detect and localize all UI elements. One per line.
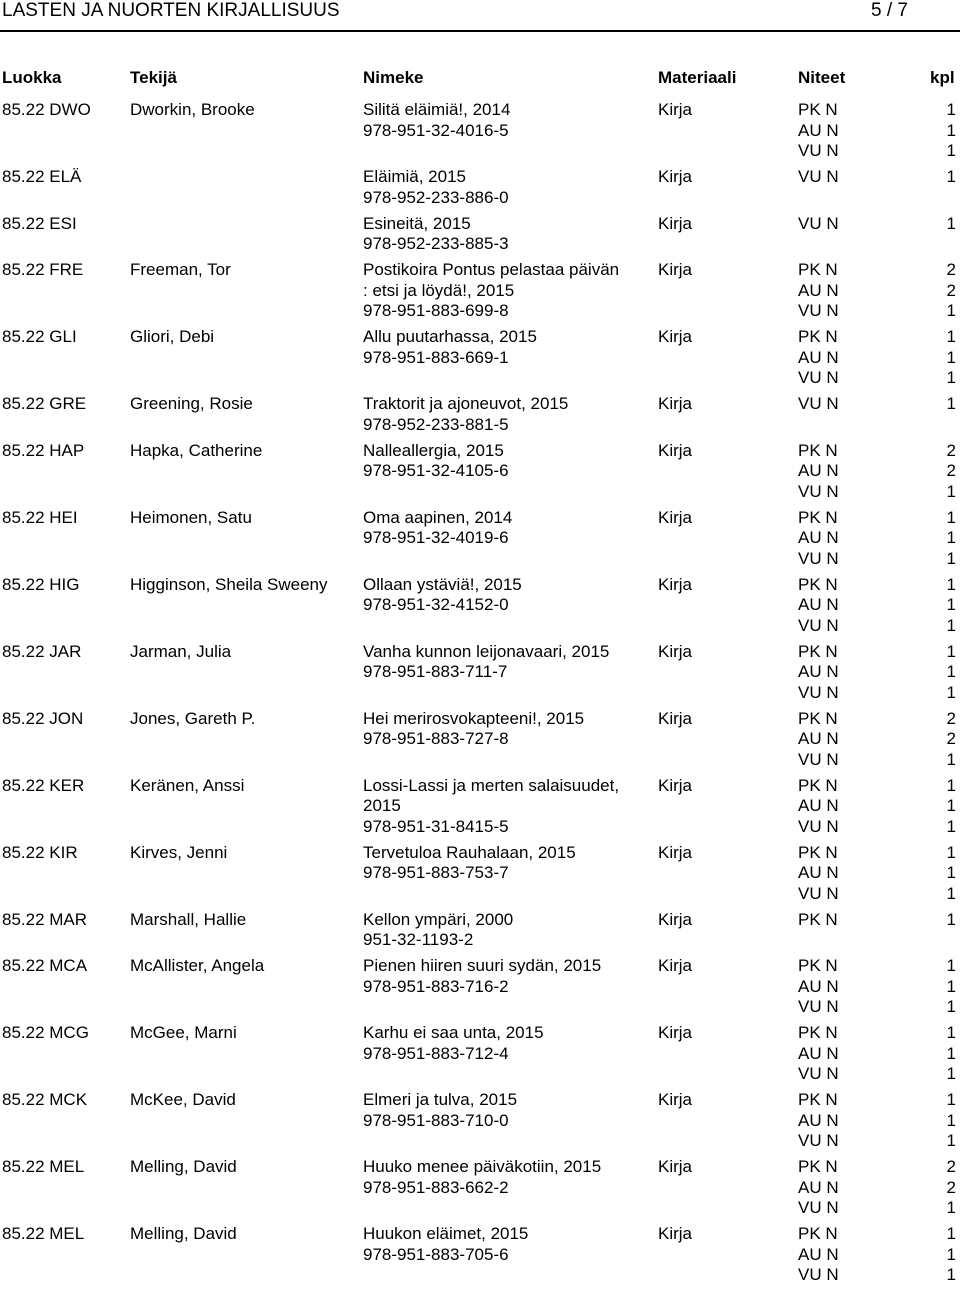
cell-nimeke-line: Ollaan ystäviä!, 2015: [363, 574, 522, 594]
cell-niteet-line: PK N: [798, 641, 838, 661]
cell-kpl-line: 1: [946, 909, 956, 929]
cell-nimeke-line: Lossi-Lassi ja merten salaisuudet,: [363, 775, 620, 795]
cell-niteet-line: AU N: [798, 120, 839, 140]
cell-nimeke-line: Vanha kunnon leijonavaari, 2015: [363, 641, 610, 661]
column-header-nimeke: Nimeke: [363, 68, 424, 87]
cell-niteet: [798, 910, 838, 931]
cell-kpl-line: 1: [946, 368, 956, 387]
cell-niteet: [798, 260, 839, 322]
cell-nimeke: [363, 1090, 648, 1131]
cell-niteet-line: PK N: [798, 956, 838, 975]
cell-tekija: Higginson, Sheila Sweeny: [130, 574, 328, 594]
page-title: LASTEN JA NUORTEN KIRJALLISUUS: [2, 0, 340, 21]
cell-niteet-line: VU N: [798, 141, 839, 160]
cell-nimeke: [363, 843, 648, 884]
cell-tekija: Freeman, Tor: [130, 260, 231, 279]
cell-luokka: 85.22 JAR: [2, 641, 82, 661]
cell-materiaali: Kirja: [658, 641, 693, 661]
cell-kpl-line: 1: [946, 956, 956, 975]
cell-kpl-line: 1: [946, 883, 956, 903]
cell-nimeke: [363, 709, 648, 750]
cell-nimeke-line: Esineitä, 2015: [363, 213, 471, 233]
cell-niteet-line: PK N: [798, 574, 838, 594]
cell-niteet-line: PK N: [798, 1023, 838, 1042]
cell-kpl-line: 1: [946, 213, 956, 233]
cell-nimeke-line: Kellon ympäri, 2000: [363, 909, 514, 929]
cell-niteet-line: AU N: [798, 662, 839, 681]
cell-kpl-line: 2: [946, 440, 956, 460]
cell-niteet-line: AU N: [798, 1177, 839, 1197]
cell-luokka: 85.22 MAR: [2, 909, 88, 929]
cell-niteet-line: AU N: [798, 1110, 839, 1130]
cell-kpl-line: 1: [946, 863, 956, 882]
cell-nimeke: [363, 776, 648, 838]
cell-kpl: [930, 1224, 956, 1286]
cell-tekija: Hapka, Catherine: [130, 440, 263, 460]
cell-niteet: [798, 843, 839, 905]
cell-materiaali: Kirja: [658, 213, 693, 233]
cell-kpl-line: 2: [946, 1157, 956, 1176]
cell-kpl-line: 1: [946, 141, 956, 160]
cell-nimeke-line: Traktorit ja ajoneuvot, 2015: [363, 394, 569, 413]
cell-kpl-line: 1: [946, 976, 956, 996]
cell-kpl: [930, 508, 956, 570]
cell-nimeke-line: Huuko menee päiväkotiin, 2015: [363, 1157, 602, 1176]
cell-kpl-line: 1: [946, 775, 956, 795]
cell-kpl-line: 1: [946, 682, 956, 702]
cell-nimeke: [363, 508, 648, 549]
cell-tekija: Gliori, Debi: [130, 327, 215, 346]
cell-kpl-line: 2: [946, 280, 956, 300]
cell-kpl: [930, 214, 956, 235]
cell-kpl: [930, 776, 956, 838]
cell-materiaali: Kirja: [658, 100, 693, 119]
cell-kpl: [930, 910, 956, 931]
cell-niteet-line: VU N: [798, 394, 839, 413]
cell-nimeke: [363, 441, 648, 482]
cell-kpl-line: 2: [946, 1177, 956, 1197]
cell-kpl-line: 1: [946, 997, 956, 1016]
cell-niteet-line: PK N: [798, 100, 838, 119]
cell-nimeke-line: Karhu ei saa unta, 2015: [363, 1023, 544, 1042]
cell-kpl-line: 1: [946, 481, 956, 501]
cell-kpl-line: 1: [946, 1043, 956, 1063]
cell-kpl-line: 1: [946, 301, 956, 320]
cell-nimeke-line: Eläimiä, 2015: [363, 167, 467, 186]
cell-luokka: 85.22 FRE: [2, 260, 84, 279]
cell-kpl-line: 1: [946, 595, 956, 614]
cell-niteet-line: AU N: [798, 528, 839, 547]
cell-kpl-line: 1: [946, 100, 956, 119]
cell-luokka: 85.22 MEL: [2, 1157, 85, 1176]
column-header-niteet: Niteet: [798, 68, 846, 87]
cell-niteet: [798, 327, 839, 389]
cell-kpl-line: 1: [946, 1224, 956, 1243]
cell-luokka: 85.22 DWO: [2, 100, 91, 119]
cell-nimeke-line: Postikoira Pontus pelastaa päivän: [363, 260, 620, 279]
cell-kpl-line: 1: [946, 1064, 956, 1083]
cell-nimeke-line: 978-952-233-886-0: [363, 187, 509, 207]
cell-nimeke-line: Huukon eläimet, 2015: [363, 1224, 529, 1243]
cell-niteet-line: VU N: [798, 682, 839, 702]
cell-niteet: [798, 956, 839, 1018]
cell-niteet-line: VU N: [798, 749, 839, 769]
cell-niteet-line: PK N: [798, 775, 838, 795]
cell-niteet: [798, 709, 839, 771]
cell-kpl-line: 1: [946, 662, 956, 681]
cell-kpl-line: 1: [946, 548, 956, 568]
cell-nimeke-line: 978-951-883-727-8: [363, 729, 509, 748]
cell-nimeke: [363, 327, 648, 368]
cell-luokka: 85.22 HAP: [2, 440, 85, 460]
cell-kpl: [930, 575, 956, 637]
cell-nimeke-line: 978-951-883-699-8: [363, 301, 509, 320]
cell-kpl-line: 1: [946, 167, 956, 186]
cell-tekija: Jones, Gareth P.: [130, 708, 256, 728]
cell-niteet: [798, 1157, 839, 1219]
cell-nimeke-line: Tervetuloa Rauhalaan, 2015: [363, 842, 576, 862]
cell-kpl: [930, 1090, 956, 1152]
cell-luokka: 85.22 MCG: [2, 1023, 89, 1042]
cell-luokka: 85.22 KER: [2, 775, 85, 795]
cell-kpl-line: 1: [946, 615, 956, 635]
cell-nimeke: [363, 394, 648, 435]
cell-tekija: McGee, Marni: [130, 1023, 237, 1042]
cell-niteet-line: AU N: [798, 1244, 839, 1264]
cell-nimeke-line: 978-951-883-705-6: [363, 1244, 509, 1264]
cell-nimeke-line: 978-951-883-712-4: [363, 1043, 509, 1063]
cell-niteet-line: VU N: [798, 816, 839, 836]
cell-kpl: [930, 956, 956, 1018]
cell-kpl-line: 1: [946, 796, 956, 815]
cell-niteet-line: VU N: [798, 1131, 839, 1150]
cell-nimeke: [363, 1157, 648, 1198]
cell-nimeke-line: 978-951-32-4152-0: [363, 595, 509, 614]
cell-niteet-line: AU N: [798, 280, 839, 300]
cell-luokka: 85.22 MCA: [2, 956, 88, 975]
page-number: 5 / 7: [871, 0, 908, 21]
cell-luokka: 85.22 GRE: [2, 394, 87, 413]
cell-luokka: 85.22 KIR: [2, 842, 78, 862]
cell-tekija: Melling, David: [130, 1224, 237, 1243]
column-header-luokka: Luokka: [2, 68, 62, 87]
cell-nimeke: [363, 575, 648, 616]
cell-tekija: Greening, Rosie: [130, 394, 253, 413]
cell-niteet: [798, 1023, 839, 1085]
column-header-kpl: kpl: [930, 68, 955, 87]
cell-luokka: 85.22 HEI: [2, 507, 78, 527]
cell-kpl-line: 2: [946, 461, 956, 480]
cell-niteet-line: VU N: [798, 548, 839, 568]
cell-nimeke-line: 2015: [363, 796, 401, 815]
cell-kpl-line: 1: [946, 1244, 956, 1264]
cell-niteet: [798, 394, 839, 415]
cell-niteet: [798, 642, 839, 704]
cell-materiaali: Kirja: [658, 167, 693, 186]
column-header-materiaali: Materiaali: [658, 68, 737, 87]
cell-nimeke-line: 978-951-32-4019-6: [363, 528, 509, 547]
cell-nimeke: [363, 214, 648, 255]
cell-tekija: Keränen, Anssi: [130, 775, 245, 795]
cell-kpl: [930, 1157, 956, 1219]
cell-niteet-line: PK N: [798, 708, 838, 728]
cell-niteet-line: AU N: [798, 1043, 839, 1063]
cell-niteet-line: VU N: [798, 301, 839, 320]
cell-niteet-line: VU N: [798, 997, 839, 1016]
cell-nimeke-line: 978-952-233-885-3: [363, 234, 509, 253]
cell-tekija: Jarman, Julia: [130, 641, 232, 661]
cell-kpl-line: 1: [946, 641, 956, 661]
cell-niteet-line: VU N: [798, 1265, 839, 1284]
cell-kpl-line: 1: [946, 749, 956, 769]
cell-kpl-line: 1: [946, 507, 956, 527]
cell-kpl-line: 1: [946, 327, 956, 346]
cell-tekija: Melling, David: [130, 1157, 237, 1176]
cell-nimeke: [363, 910, 648, 951]
cell-materiaali: Kirja: [658, 842, 693, 862]
cell-niteet-line: AU N: [798, 729, 839, 748]
cell-materiaali: Kirja: [658, 1090, 693, 1109]
cell-luokka: 85.22 GLI: [2, 327, 77, 346]
cell-niteet-line: PK N: [798, 842, 838, 862]
cell-niteet-line: AU N: [798, 976, 839, 996]
cell-tekija: Marshall, Hallie: [130, 909, 247, 929]
cell-luokka: 85.22 MCK: [2, 1090, 88, 1109]
cell-kpl: [930, 441, 956, 503]
cell-nimeke-line: 978-951-883-711-7: [363, 662, 508, 681]
cell-materiaali: Kirja: [658, 260, 693, 279]
cell-luokka: 85.22 JON: [2, 708, 84, 728]
cell-niteet-line: PK N: [798, 507, 838, 527]
cell-niteet-line: PK N: [798, 260, 838, 279]
cell-nimeke-line: 978-951-883-669-1: [363, 347, 509, 367]
cell-nimeke-line: Oma aapinen, 2014: [363, 507, 513, 527]
cell-kpl-line: 1: [946, 1131, 956, 1150]
cell-kpl-line: 1: [946, 528, 956, 547]
cell-kpl: [930, 100, 956, 162]
cell-nimeke-line: 978-951-32-4016-5: [363, 120, 509, 140]
cell-niteet-line: VU N: [798, 1064, 839, 1083]
cell-nimeke-line: Elmeri ja tulva, 2015: [363, 1090, 518, 1109]
cell-nimeke: [363, 260, 648, 322]
cell-niteet-line: VU N: [798, 481, 839, 501]
cell-tekija: Kirves, Jenni: [130, 842, 228, 862]
cell-materiaali: Kirja: [658, 1157, 693, 1176]
cell-nimeke: [363, 167, 648, 208]
cell-niteet: [798, 508, 839, 570]
cell-nimeke-line: Hei merirosvokapteeni!, 2015: [363, 708, 585, 728]
cell-kpl-line: 1: [946, 816, 956, 836]
cell-kpl: [930, 843, 956, 905]
cell-materiaali: Kirja: [658, 327, 693, 346]
cell-niteet-line: PK N: [798, 1090, 838, 1109]
cell-niteet-line: PK N: [798, 1224, 838, 1243]
cell-kpl-line: 1: [946, 1023, 956, 1042]
cell-niteet: [798, 1224, 839, 1286]
cell-nimeke-line: : etsi ja löydä!, 2015: [363, 280, 515, 300]
cell-tekija: McAllister, Angela: [130, 956, 265, 975]
cell-nimeke: [363, 100, 648, 141]
cell-niteet-line: VU N: [798, 615, 839, 635]
cell-kpl-line: 1: [946, 1090, 956, 1109]
cell-tekija: Heimonen, Satu: [130, 507, 252, 527]
cell-luokka: 85.22 HIG: [2, 574, 80, 594]
cell-nimeke-line: 978-951-883-662-2: [363, 1177, 509, 1197]
cell-niteet: [798, 776, 839, 838]
cell-nimeke-line: Pienen hiiren suuri sydän, 2015: [363, 956, 602, 975]
cell-materiaali: Kirja: [658, 507, 693, 527]
cell-luokka: 85.22 ELÄ: [2, 167, 82, 186]
cell-luokka: 85.22 ESI: [2, 213, 77, 233]
cell-niteet: [798, 167, 839, 188]
cell-niteet-line: VU N: [798, 167, 839, 186]
cell-kpl: [930, 1023, 956, 1085]
cell-tekija: McKee, David: [130, 1090, 236, 1109]
cell-kpl-line: 1: [946, 574, 956, 594]
cell-kpl-line: 2: [946, 729, 956, 748]
cell-kpl: [930, 394, 956, 415]
cell-kpl: [930, 642, 956, 704]
cell-nimeke-line: Allu puutarhassa, 2015: [363, 327, 537, 346]
cell-niteet-line: AU N: [798, 461, 839, 480]
cell-niteet-line: AU N: [798, 796, 839, 815]
cell-niteet: [798, 214, 839, 235]
cell-nimeke-line: 978-951-32-4105-6: [363, 461, 509, 480]
cell-kpl-line: 2: [946, 708, 956, 728]
cell-nimeke: [363, 956, 648, 997]
cell-niteet-line: AU N: [798, 595, 839, 614]
cell-kpl-line: 1: [946, 842, 956, 862]
cell-kpl-line: 1: [946, 120, 956, 140]
cell-niteet-line: PK N: [798, 440, 838, 460]
cell-nimeke: [363, 1224, 648, 1265]
cell-nimeke-line: 978-951-31-8415-5: [363, 816, 509, 836]
cell-nimeke-line: Silitä eläimiä!, 2014: [363, 100, 511, 119]
cell-niteet: [798, 100, 839, 162]
cell-materiaali: Kirja: [658, 574, 693, 594]
cell-materiaali: Kirja: [658, 394, 693, 413]
cell-kpl: [930, 709, 956, 771]
cell-niteet-line: PK N: [798, 327, 838, 346]
cell-niteet-line: PK N: [798, 909, 838, 929]
cell-nimeke-line: 978-952-233-881-5: [363, 414, 509, 434]
cell-materiaali: Kirja: [658, 1023, 693, 1042]
cell-nimeke-line: 978-951-883-710-0: [363, 1110, 509, 1130]
cell-niteet-line: VU N: [798, 883, 839, 903]
cell-kpl-line: 1: [946, 347, 956, 367]
cell-niteet-line: VU N: [798, 213, 839, 233]
cell-nimeke: [363, 642, 648, 683]
cell-kpl-line: 1: [946, 1265, 956, 1284]
cell-niteet-line: AU N: [798, 347, 839, 367]
cell-tekija: Dworkin, Brooke: [130, 100, 255, 119]
cell-kpl-line: 1: [946, 394, 956, 413]
cell-niteet: [798, 575, 839, 637]
cell-niteet: [798, 1090, 839, 1152]
cell-niteet-line: PK N: [798, 1157, 838, 1176]
cell-materiaali: Kirja: [658, 909, 693, 929]
cell-niteet-line: VU N: [798, 368, 839, 387]
cell-kpl-line: 1: [946, 1198, 956, 1217]
cell-nimeke-line: Nalleallergia, 2015: [363, 440, 504, 460]
cell-kpl: [930, 167, 956, 188]
cell-kpl: [930, 260, 956, 322]
cell-nimeke: [363, 1023, 648, 1064]
cell-materiaali: Kirja: [658, 775, 693, 795]
cell-kpl-line: 1: [946, 1110, 956, 1130]
cell-kpl: [930, 327, 956, 389]
cell-materiaali: Kirja: [658, 1224, 693, 1243]
cell-nimeke-line: 951-32-1193-2: [363, 930, 474, 949]
cell-nimeke-line: 978-951-883-716-2: [363, 976, 509, 996]
cell-niteet-line: VU N: [798, 1198, 839, 1217]
cell-materiaali: Kirja: [658, 440, 693, 460]
cell-niteet: [798, 441, 839, 503]
cell-materiaali: Kirja: [658, 708, 693, 728]
cell-materiaali: Kirja: [658, 956, 693, 975]
cell-nimeke-line: 978-951-883-753-7: [363, 863, 509, 882]
column-header-tekija: Tekijä: [130, 68, 177, 87]
cell-luokka: 85.22 MEL: [2, 1224, 85, 1243]
cell-niteet-line: AU N: [798, 863, 839, 882]
cell-kpl-line: 2: [946, 260, 956, 279]
